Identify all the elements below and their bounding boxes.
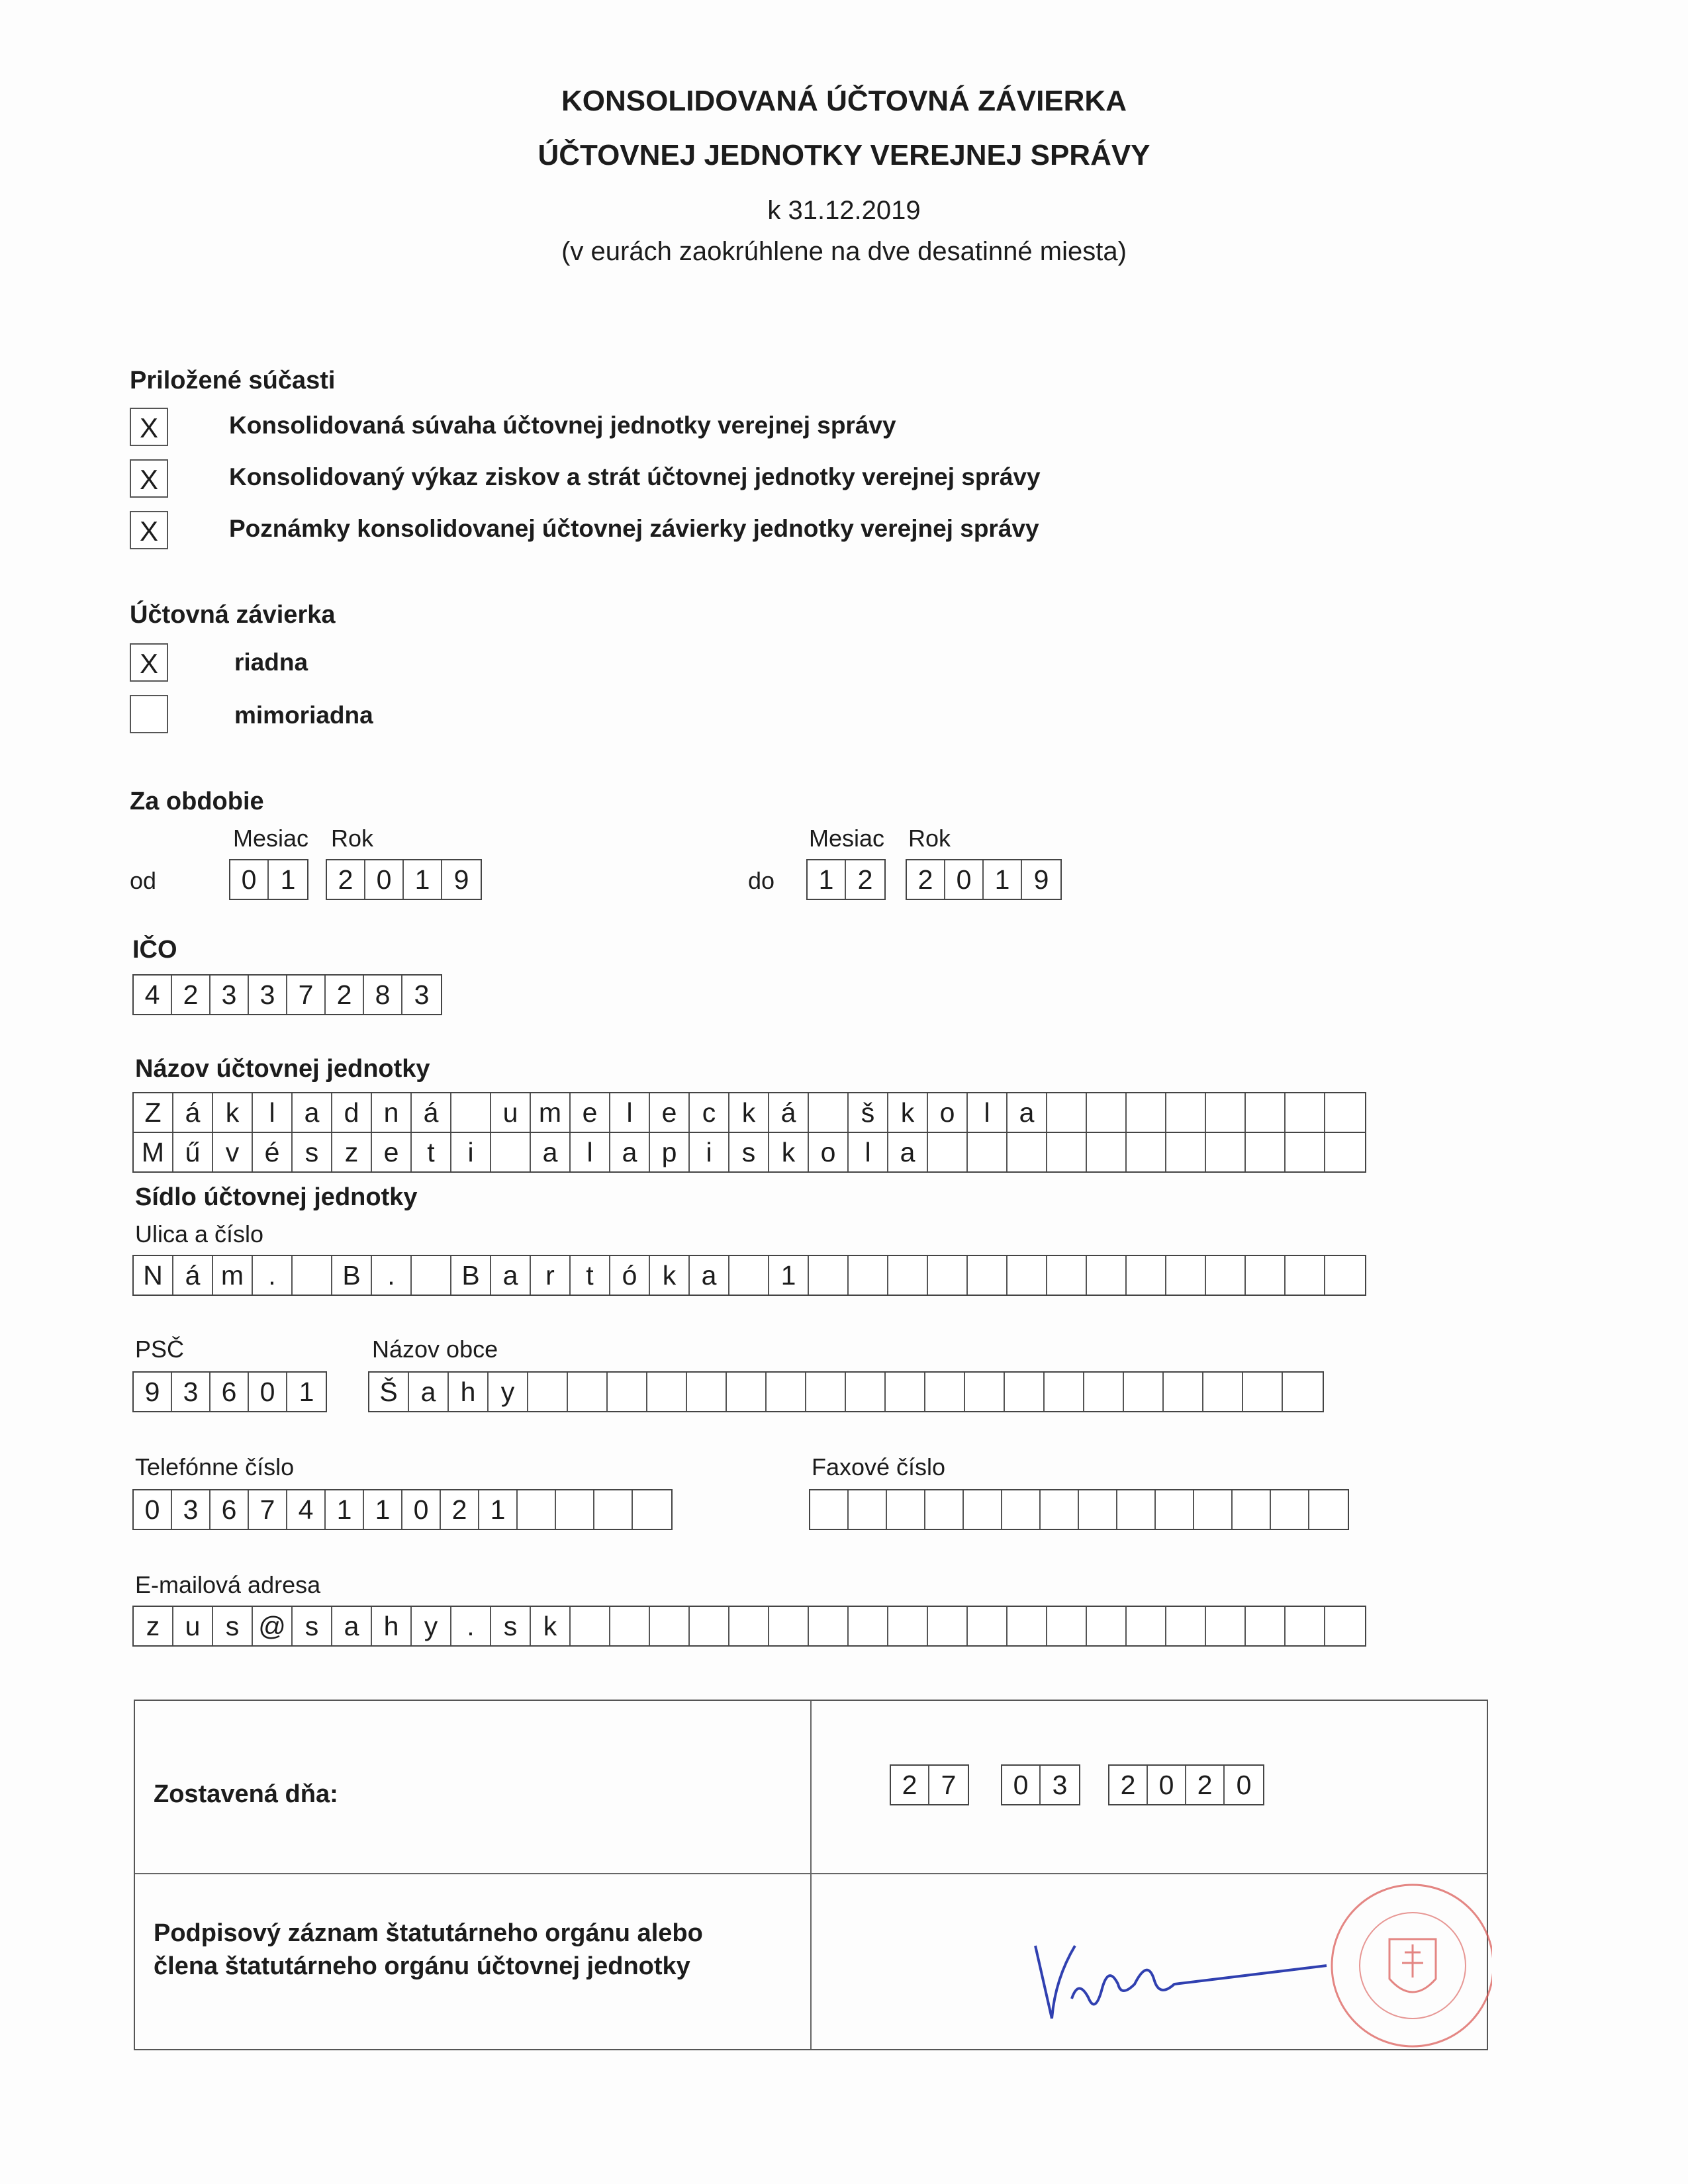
char-cell bbox=[633, 1490, 671, 1529]
char-cell: N bbox=[134, 1256, 173, 1295]
char-cell bbox=[1325, 1607, 1365, 1645]
char-cell bbox=[491, 1133, 531, 1171]
char-cell: a bbox=[293, 1093, 332, 1132]
from-label: od bbox=[130, 867, 157, 894]
compiled-date-label: Zostavená dňa: bbox=[154, 1780, 338, 1808]
char-cell: 1 bbox=[808, 860, 846, 899]
fax-field[interactable] bbox=[809, 1489, 1349, 1530]
name-field-row1[interactable] bbox=[132, 1092, 1366, 1133]
char-cell bbox=[1194, 1490, 1233, 1529]
char-cell: 0 bbox=[1148, 1766, 1186, 1804]
char-cell: 6 bbox=[211, 1490, 249, 1529]
char-cell: 1 bbox=[326, 1490, 364, 1529]
char-cell: t bbox=[412, 1133, 451, 1171]
char-cell bbox=[528, 1373, 568, 1411]
char-cell: o bbox=[809, 1133, 849, 1171]
char-cell: 3 bbox=[211, 976, 249, 1014]
char-cell: k bbox=[213, 1093, 253, 1132]
seat-label: Sídlo účtovnej jednotky bbox=[135, 1183, 418, 1211]
char-cell bbox=[965, 1373, 1005, 1411]
char-cell: z bbox=[134, 1607, 173, 1645]
to-year-label: Rok bbox=[908, 825, 951, 852]
char-cell bbox=[1047, 1133, 1087, 1171]
char-cell bbox=[1008, 1256, 1047, 1295]
closing-title: Účtovná závierka bbox=[130, 601, 336, 629]
char-cell bbox=[1087, 1607, 1127, 1645]
city-field[interactable] bbox=[368, 1371, 1324, 1412]
char-cell bbox=[1166, 1256, 1206, 1295]
ico-field[interactable] bbox=[132, 974, 442, 1015]
char-cell: z bbox=[332, 1133, 372, 1171]
char-cell bbox=[1271, 1490, 1309, 1529]
char-cell: 9 bbox=[1033, 864, 1049, 895]
char-cell bbox=[1286, 1093, 1325, 1132]
compiled-day-field[interactable] bbox=[890, 1764, 969, 1805]
char-cell: á bbox=[769, 1093, 809, 1132]
closing-regular-checkbox[interactable]: X bbox=[130, 643, 168, 682]
char-cell bbox=[1005, 1373, 1045, 1411]
char-cell: 2 bbox=[907, 860, 945, 899]
char-cell: k bbox=[650, 1256, 690, 1295]
char-cell bbox=[888, 1256, 928, 1295]
char-cell bbox=[412, 1256, 451, 1295]
char-cell: v bbox=[213, 1133, 253, 1171]
char-cell: t bbox=[571, 1256, 610, 1295]
document-date: k 31.12.2019 bbox=[767, 196, 921, 225]
char-cell: 0 bbox=[365, 860, 404, 899]
char-cell: d bbox=[332, 1093, 372, 1132]
char-cell bbox=[1166, 1133, 1206, 1171]
char-cell: l bbox=[849, 1133, 888, 1171]
char-cell: 1 bbox=[404, 860, 442, 899]
char-cell: 7 bbox=[249, 1490, 287, 1529]
char-cell: 3 bbox=[414, 979, 430, 1010]
char-cell bbox=[1079, 1490, 1117, 1529]
email-label: E-mailová adresa bbox=[135, 1571, 321, 1598]
char-cell bbox=[1166, 1093, 1206, 1132]
char-cell bbox=[451, 1093, 491, 1132]
char-cell: 1 bbox=[479, 1490, 518, 1529]
char-cell: B bbox=[451, 1256, 491, 1295]
from-month-field[interactable] bbox=[229, 859, 308, 900]
char-cell bbox=[806, 1373, 846, 1411]
city-label: Názov obce bbox=[372, 1336, 498, 1363]
char-cell: h bbox=[449, 1373, 489, 1411]
char-cell: 1 bbox=[984, 860, 1022, 899]
char-cell: 4 bbox=[134, 976, 172, 1014]
char-cell bbox=[1283, 1373, 1323, 1411]
char-cell bbox=[571, 1607, 610, 1645]
char-cell bbox=[727, 1373, 767, 1411]
char-cell bbox=[729, 1607, 769, 1645]
component-label-3: Poznámky konsolidovanej účtovnej závierky jednotky verejnej správy bbox=[229, 515, 1039, 542]
char-cell: 1 bbox=[364, 1490, 402, 1529]
char-cell bbox=[1127, 1093, 1166, 1132]
char-cell: 4 bbox=[287, 1490, 326, 1529]
name-label: Názov účtovnej jednotky bbox=[135, 1055, 430, 1083]
char-cell bbox=[769, 1607, 809, 1645]
char-cell: i bbox=[451, 1133, 491, 1171]
char-cell bbox=[1166, 1607, 1206, 1645]
char-cell: s bbox=[491, 1607, 531, 1645]
char-cell: u bbox=[491, 1093, 531, 1132]
char-cell bbox=[568, 1373, 608, 1411]
char-cell: 9 bbox=[453, 864, 469, 895]
fax-label: Faxové číslo bbox=[812, 1453, 946, 1480]
char-cell: 8 bbox=[364, 976, 402, 1014]
char-cell bbox=[1325, 1133, 1365, 1171]
char-cell: 3 bbox=[172, 1373, 211, 1411]
char-cell bbox=[968, 1256, 1008, 1295]
char-cell: 0 bbox=[249, 1373, 287, 1411]
email-field[interactable] bbox=[132, 1606, 1366, 1647]
char-cell bbox=[928, 1256, 968, 1295]
char-cell: 0 bbox=[402, 1490, 441, 1529]
char-cell: e bbox=[650, 1093, 690, 1132]
char-cell bbox=[964, 1490, 1002, 1529]
char-cell: 3 bbox=[172, 1490, 211, 1529]
char-cell bbox=[809, 1256, 849, 1295]
char-cell: m bbox=[213, 1256, 253, 1295]
component-checkbox-1[interactable]: X bbox=[130, 408, 168, 446]
char-cell: l bbox=[571, 1133, 610, 1171]
char-cell bbox=[1127, 1133, 1166, 1171]
char-cell bbox=[1246, 1607, 1286, 1645]
component-checkbox-3[interactable]: X bbox=[130, 511, 168, 549]
char-cell bbox=[928, 1607, 968, 1645]
char-cell: k bbox=[769, 1133, 809, 1171]
char-cell: 7 bbox=[287, 976, 326, 1014]
period-title: Za obdobie bbox=[130, 788, 264, 815]
char-cell: m bbox=[531, 1093, 571, 1132]
phone-label: Telefónne číslo bbox=[135, 1453, 295, 1480]
char-cell: i bbox=[690, 1133, 729, 1171]
char-cell: 0 bbox=[230, 860, 269, 899]
char-cell: s bbox=[729, 1133, 769, 1171]
char-cell: š bbox=[849, 1093, 888, 1132]
char-cell bbox=[886, 1373, 925, 1411]
char-cell bbox=[1286, 1607, 1325, 1645]
char-cell: Z bbox=[134, 1093, 173, 1132]
char-cell bbox=[1087, 1256, 1127, 1295]
char-cell: a bbox=[332, 1607, 372, 1645]
char-cell bbox=[687, 1373, 727, 1411]
char-cell: c bbox=[690, 1093, 729, 1132]
char-cell: r bbox=[531, 1256, 571, 1295]
char-cell: . bbox=[451, 1607, 491, 1645]
char-cell: 6 bbox=[211, 1373, 249, 1411]
char-cell bbox=[1127, 1256, 1166, 1295]
char-cell bbox=[1117, 1490, 1156, 1529]
char-cell bbox=[1156, 1490, 1194, 1529]
char-cell bbox=[518, 1490, 556, 1529]
char-cell bbox=[1206, 1133, 1246, 1171]
char-cell: 7 bbox=[941, 1770, 957, 1800]
table-divider-vertical bbox=[810, 1701, 812, 2049]
char-cell bbox=[608, 1373, 647, 1411]
char-cell: l bbox=[968, 1093, 1008, 1132]
signature-label-line2: člena štatutárneho orgánu účtovnej jednotky bbox=[154, 1952, 690, 1980]
char-cell bbox=[1206, 1256, 1246, 1295]
char-cell: h bbox=[372, 1607, 412, 1645]
currency-note: (v eurách zaokrúhlene na dve desatinné miesta) bbox=[561, 237, 1127, 266]
char-cell bbox=[1127, 1607, 1166, 1645]
char-cell bbox=[1124, 1373, 1164, 1411]
psc-label: PSČ bbox=[135, 1336, 185, 1363]
char-cell bbox=[849, 1607, 888, 1645]
char-cell: a bbox=[491, 1256, 531, 1295]
char-cell bbox=[1206, 1093, 1246, 1132]
char-cell: a bbox=[409, 1373, 449, 1411]
char-cell bbox=[1047, 1093, 1087, 1132]
char-cell: á bbox=[412, 1093, 451, 1132]
char-cell bbox=[1206, 1607, 1246, 1645]
char-cell: p bbox=[650, 1133, 690, 1171]
char-cell bbox=[1233, 1490, 1271, 1529]
char-cell bbox=[809, 1607, 849, 1645]
char-cell: 2 bbox=[1186, 1766, 1225, 1804]
component-checkbox-2[interactable]: X bbox=[130, 459, 168, 498]
char-cell: 1 bbox=[280, 864, 296, 895]
char-cell: a bbox=[531, 1133, 571, 1171]
compiled-year-field[interactable] bbox=[1108, 1764, 1264, 1805]
char-cell: n bbox=[372, 1093, 412, 1132]
to-month-label: Mesiac bbox=[809, 825, 885, 852]
char-cell bbox=[1325, 1093, 1365, 1132]
street-label: Ulica a číslo bbox=[135, 1220, 264, 1248]
component-label-2: Konsolidovaný výkaz ziskov a strát účtovnej jednotky verejnej správy bbox=[229, 463, 1041, 490]
char-cell: s bbox=[293, 1133, 332, 1171]
char-cell bbox=[594, 1490, 633, 1529]
char-cell: M bbox=[134, 1133, 173, 1171]
char-cell: 2 bbox=[891, 1766, 929, 1804]
char-cell bbox=[810, 1490, 849, 1529]
char-cell: @ bbox=[253, 1607, 293, 1645]
char-cell: 2 bbox=[326, 976, 364, 1014]
char-cell: k bbox=[531, 1607, 571, 1645]
char-cell bbox=[556, 1490, 594, 1529]
char-cell bbox=[293, 1256, 332, 1295]
char-cell: k bbox=[729, 1093, 769, 1132]
char-cell: o bbox=[928, 1093, 968, 1132]
char-cell: a bbox=[1008, 1093, 1047, 1132]
char-cell: 2 bbox=[857, 864, 873, 895]
char-cell bbox=[1286, 1256, 1325, 1295]
char-cell: l bbox=[253, 1093, 293, 1132]
char-cell bbox=[1243, 1373, 1283, 1411]
ico-label: IČO bbox=[132, 936, 177, 964]
char-cell bbox=[1041, 1490, 1079, 1529]
char-cell: e bbox=[571, 1093, 610, 1132]
char-cell: y bbox=[412, 1607, 451, 1645]
char-cell bbox=[928, 1133, 968, 1171]
official-stamp bbox=[1320, 1866, 1492, 2065]
char-cell bbox=[1246, 1256, 1286, 1295]
closing-extraordinary-label: mimoriadna bbox=[234, 702, 373, 729]
char-cell bbox=[1008, 1133, 1047, 1171]
compiled-month-field[interactable] bbox=[1001, 1764, 1080, 1805]
document-title-line1: KONSOLIDOVANÁ ÚČTOVNÁ ZÁVIERKA bbox=[561, 85, 1127, 117]
char-cell: 2 bbox=[1109, 1766, 1148, 1804]
char-cell: a bbox=[610, 1133, 650, 1171]
char-cell: a bbox=[888, 1133, 928, 1171]
char-cell: 9 bbox=[134, 1373, 172, 1411]
char-cell: 1 bbox=[299, 1377, 314, 1407]
char-cell bbox=[1325, 1256, 1365, 1295]
char-cell: á bbox=[173, 1256, 213, 1295]
char-cell bbox=[690, 1607, 729, 1645]
char-cell: 1 bbox=[769, 1256, 809, 1295]
char-cell bbox=[849, 1256, 888, 1295]
char-cell: u bbox=[173, 1607, 213, 1645]
char-cell bbox=[968, 1133, 1008, 1171]
signature-label-line1: Podpisový záznam štatutárneho orgánu alebo bbox=[154, 1919, 703, 1947]
char-cell: k bbox=[888, 1093, 928, 1132]
phone-field[interactable] bbox=[132, 1489, 673, 1530]
char-cell: á bbox=[173, 1093, 213, 1132]
char-cell: 2 bbox=[172, 976, 211, 1014]
char-cell bbox=[1246, 1093, 1286, 1132]
char-cell: 0 bbox=[1236, 1770, 1252, 1800]
char-cell bbox=[1047, 1607, 1087, 1645]
signature-table bbox=[134, 1700, 1488, 2050]
char-cell bbox=[809, 1093, 849, 1132]
char-cell bbox=[925, 1490, 964, 1529]
char-cell: e bbox=[372, 1133, 412, 1171]
from-year-field[interactable] bbox=[326, 859, 482, 900]
table-divider-horizontal bbox=[135, 1873, 1487, 1874]
char-cell: 2 bbox=[327, 860, 365, 899]
char-cell bbox=[729, 1256, 769, 1295]
char-cell bbox=[1164, 1373, 1203, 1411]
char-cell bbox=[650, 1607, 690, 1645]
char-cell: 0 bbox=[1002, 1766, 1041, 1804]
char-cell: Š bbox=[369, 1373, 409, 1411]
char-cell: 3 bbox=[249, 976, 287, 1014]
char-cell: s bbox=[293, 1607, 332, 1645]
char-cell bbox=[1087, 1133, 1127, 1171]
char-cell: ó bbox=[610, 1256, 650, 1295]
to-month-field[interactable] bbox=[806, 859, 886, 900]
name-field-row2[interactable] bbox=[132, 1132, 1366, 1173]
to-year-field[interactable] bbox=[906, 859, 1062, 900]
char-cell bbox=[1084, 1373, 1124, 1411]
char-cell bbox=[888, 1607, 928, 1645]
char-cell bbox=[1246, 1133, 1286, 1171]
document-title-line2: ÚČTOVNEJ JEDNOTKY VEREJNEJ SPRÁVY bbox=[538, 139, 1150, 171]
char-cell: . bbox=[372, 1256, 412, 1295]
component-label-1: Konsolidovaná súvaha účtovnej jednotky verejnej správy bbox=[229, 412, 896, 439]
char-cell: y bbox=[489, 1373, 528, 1411]
char-cell: . bbox=[253, 1256, 293, 1295]
closing-regular-label: riadna bbox=[234, 649, 308, 676]
char-cell bbox=[1002, 1490, 1041, 1529]
char-cell: 3 bbox=[1052, 1770, 1068, 1800]
char-cell: 0 bbox=[945, 860, 984, 899]
char-cell: é bbox=[253, 1133, 293, 1171]
char-cell: a bbox=[690, 1256, 729, 1295]
char-cell bbox=[968, 1607, 1008, 1645]
char-cell bbox=[1008, 1607, 1047, 1645]
components-title: Priložené súčasti bbox=[130, 367, 336, 394]
char-cell bbox=[610, 1607, 650, 1645]
handwritten-signature bbox=[1015, 1919, 1360, 2038]
char-cell bbox=[1203, 1373, 1243, 1411]
char-cell: 2 bbox=[441, 1490, 479, 1529]
from-month-label: Mesiac bbox=[233, 825, 309, 852]
char-cell bbox=[647, 1373, 687, 1411]
char-cell: B bbox=[332, 1256, 372, 1295]
street-field[interactable] bbox=[132, 1255, 1366, 1296]
char-cell bbox=[846, 1373, 886, 1411]
char-cell bbox=[1286, 1133, 1325, 1171]
char-cell: ű bbox=[173, 1133, 213, 1171]
char-cell: 0 bbox=[134, 1490, 172, 1529]
char-cell bbox=[887, 1490, 925, 1529]
char-cell bbox=[1047, 1256, 1087, 1295]
closing-extraordinary-checkbox[interactable] bbox=[130, 695, 168, 733]
char-cell bbox=[1087, 1093, 1127, 1132]
char-cell: s bbox=[213, 1607, 253, 1645]
char-cell bbox=[1045, 1373, 1084, 1411]
psc-field[interactable] bbox=[132, 1371, 327, 1412]
char-cell bbox=[767, 1373, 806, 1411]
char-cell bbox=[849, 1490, 887, 1529]
char-cell bbox=[1309, 1490, 1348, 1529]
char-cell: l bbox=[610, 1093, 650, 1132]
from-year-label: Rok bbox=[331, 825, 374, 852]
char-cell bbox=[925, 1373, 965, 1411]
to-label: do bbox=[748, 867, 775, 894]
